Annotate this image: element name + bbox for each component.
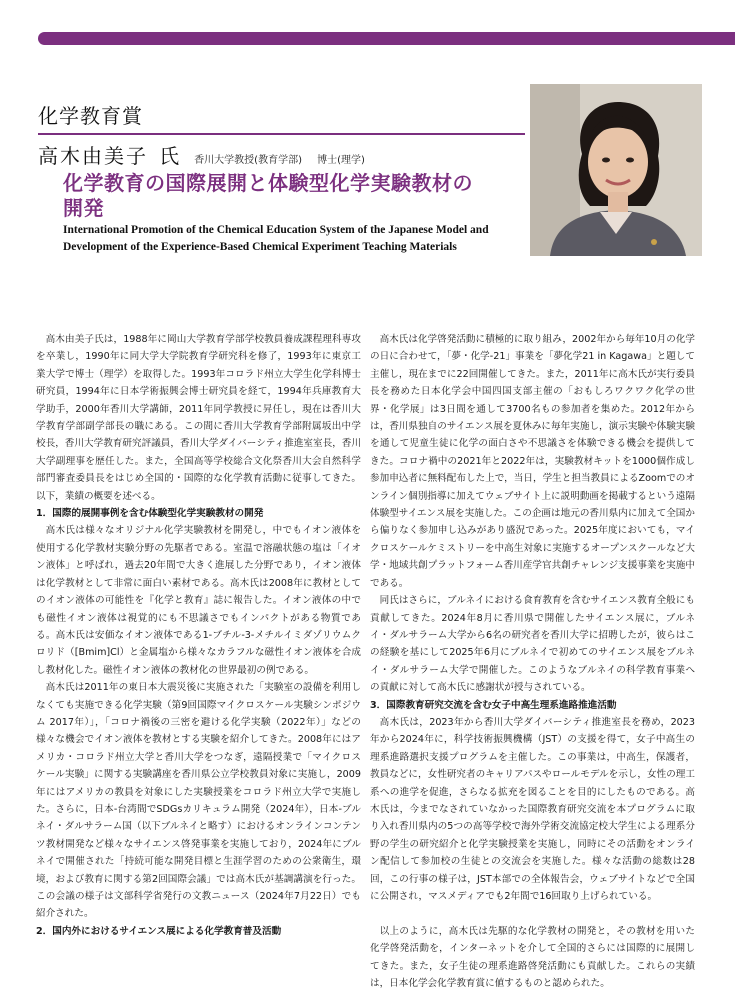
portrait-illustration bbox=[530, 84, 702, 256]
section-2-paragraph-1: 高木氏は化学啓発活動に積極的に取り組み，2002年から毎年10月の化学の日に合わせて，「夢・化学-21」事業を「夢化学21 in Kagawa」と題して主催し，現在までに22回開催してきた。また，2011年に高木氏が実行委員長を務めた日本化学会中国四国支部主催の「おもしろワクワク化学の世界・化学展」は3日間を通して3700名もの参加者を集めた。2012年からは，香川県独自のサイエンス展を夏休みに毎年実施し，演示実験や体験実験を通して児童生徒に化学の面白さや不思議さを体験できる機会を提供してきた。コロナ禍中の2021年と2022年は，実験教材キットを1000個作成し参加申込者に無料配布した上で，当日，学生と担当教員によるZoomでのオンライン個別指導に加えてウェブサイト上に説明動画を掲載するという遠隔体験型サイエンス展を実施した。この企画は地元の香川県内に加えて全国から偏りなく参加申し込みがあり盛況であった。2025年度においても，マイクロスケールケミストリーを中高生対象に実施するオープンスクールなど大学・地域共創プラットフォーム香川産学官共創チャレンジ支援事業を実施中である。 bbox=[370, 334, 696, 589]
section-1-heading: 1．国際的展開事例を含む体験型化学実験教材の開発 bbox=[36, 508, 264, 520]
degree: 博士(理学) bbox=[317, 155, 365, 166]
section-2-heading: 2．国内外におけるサイエンス展による化学教育普及活動 bbox=[36, 925, 282, 937]
conclusion-paragraph: 以上のように，高木氏は先駆的な化学教材の開発と，その教材を用いた化学啓発活動を，インターネットを介して全国的さらには国際的に展開してきた。また，女子生徒の理系進路啓発活動にも貢献した。これらの実績は，日本化学会化学教育賞に値するものと認められた。 bbox=[370, 925, 695, 990]
affiliation: 香川大学教授(教育学部) bbox=[194, 155, 302, 166]
paragraph-spacer bbox=[370, 905, 695, 922]
japanese-title bbox=[63, 171, 523, 221]
awardee-name: 高木由美子 bbox=[38, 144, 148, 168]
section-3-paragraph-1: 高木氏は，2023年から香川大学ダイバーシティ推進室長を務め，2023年から2024年に，科学技術振興機構（JST）の支援を得て，女子中高生の理系進路選択支援プログラムを主催した。この事業は，中高生，保護者，教員などに，女性研究者のキャリアパスやロールモデルを示し，女性の理工系への進学を促進，さらなる拡充を図ることを目的にしたものである。高木氏は，今までなされていなかった国際教育研究交流を本プログラムに取り入れ香川県内の5つの高等学校で海外学術交流協定校大学生による理系分野の学生の研究紹介と化学実験授業を実施し，同時にその活動をオンライン配信して参加校の生徒との交流会を実施した。様々な活動の総数は28回，この行事の様子は，JST本部での全体報告会，ウェブサイトなどで全国に公開され，マスメディアでも2年間で16回取り上げられている。 bbox=[370, 716, 695, 902]
award-title: 化学教育賞 bbox=[38, 104, 143, 128]
honorific: 氏 bbox=[159, 144, 182, 168]
japanese-title-line-2: 開発 bbox=[63, 196, 104, 220]
english-title bbox=[63, 222, 523, 256]
section-2-paragraph-2: 同氏はさらに，ブルネイにおける食育教育を含むサイエンス教育全般にも貢献してきた。2024年8月に香川県で開催したサイエンス展に，ブルネイ・ダルサラーム大学から6名の研究者を香川大学に招聘したが，彼らはこの経験を基にして2025年6月にブルネイで初めてのサイエンス展をブルネイ・ダルサラーム大学で開催した。このようなブルネイの科学教育事業への貢献に対して高木氏に感謝状が授与されている。 bbox=[370, 595, 695, 694]
section-1-paragraph-2: 高木氏は2011年の東日本大震災後に実施された「実験室の設備を利用しなくても実施できる化学実験（第9回国際マイクロスケール実験シンポジウム 2017年）」，「コロナ禍後の三密を避ける化学実験（2022年）」などの様々な機会でイオン液体を教材とする実験を紹介してきた。2008年にはアメリカ・コロラド州立大学と香川大学をつなぎ，遠隔授業で「マイクロスケール実験」に関する実験講座を香川県公立学校教員対象に実施し，2009年にはアメリカの教員を対象にした実験授業をコロラド州立大学で実施した。さらに，日本-台湾間でSDGsカリキュラム開発（2024年），日本-ブルネイ・ダルサラーム国（以下ブルネイと略す）におけるオンラインコンテンツ教材開発など様々なサイエンス啓発事業を実施しており，2024年にブルネイで開催された「持続可能な開発目標と生涯学習のための公衆衛生，環境，および教育に関する第2回国際会議」では高木氏が基調講演を行った。この会議の様子は文部科学省発行の文教ニュース（2024年7月22日）でも紹介された。 bbox=[36, 682, 361, 920]
awardee-line bbox=[38, 140, 365, 169]
section-1-paragraph-1: 高木氏は様々なオリジナル化学実験教材を開発し，中でもイオン液体を使用する化学教材実験分野の先駆者である。室温で溶融状態の塩は「イオン液体」と呼ばれ，過去20年間で大きく進展した分野であり，イオン液体は化学教材として非常に面白い素材である。高木氏は2008年に教材としてのイオン液体の可能性を『化学と教育』誌に報告した。イオン液体の中でも磁性イオン液体は視覚的にも不思議さでもインパクトがある物質である。高木氏は安価なイオン液体である1-ブチル-3-メチルイミダゾリウムクロリド（[Bmim]Cl）と金属塩から様々なカラフルな磁性イオン液体を合成し教材化した。磁性イオン液体の教材化の世界最初の例である。 bbox=[36, 525, 361, 676]
body-column-left bbox=[36, 331, 361, 940]
title-divider bbox=[38, 133, 525, 135]
intro-paragraph: 高木由美子氏は，1988年に岡山大学教育学部学校教員養成課程理科専攻を卒業し，1990年に同大学大学院教育学研究科を修了，1993年に東京工業大学で博士（理学）を取得した。1993年コロラド州立大学生化学科博士研究員，1994年に日本学術振興会博士研究員を経て，1994年兵庫教育大学助手，2000年香川大学講師，2011年同学教授に昇任し，現在は香川大学教育学部副学部長の職にある。この間に香川大学教育学部附属坂出中学校長，香川大学教育研究評議員，香川大学ダイバーシティ推進室室長，香川大学副理事を歴任した。また，全国高等学校総合文化祭香川大会自然科学部門審査委員長をはじめ全国的・国際的な化学教育活動に従事してきた。以下，業績の概要を述べる。 bbox=[36, 334, 361, 502]
english-title-line-1: International Promotion of the Chemical Education System of the Japanese Model and bbox=[63, 224, 489, 236]
awardee-portrait bbox=[530, 84, 702, 256]
body-column-right bbox=[370, 331, 695, 992]
header-accent-bar bbox=[38, 32, 735, 45]
english-title-line-2: Development of the Experience-Based Chemical Experiment Teaching Materials bbox=[63, 241, 457, 253]
section-3-heading: 3．国際教育研究交流を含む女子中高生理系進路推進活動 bbox=[370, 699, 617, 711]
japanese-title-line-1: 化学教育の国際展開と体験型化学実験教材の bbox=[63, 171, 473, 195]
